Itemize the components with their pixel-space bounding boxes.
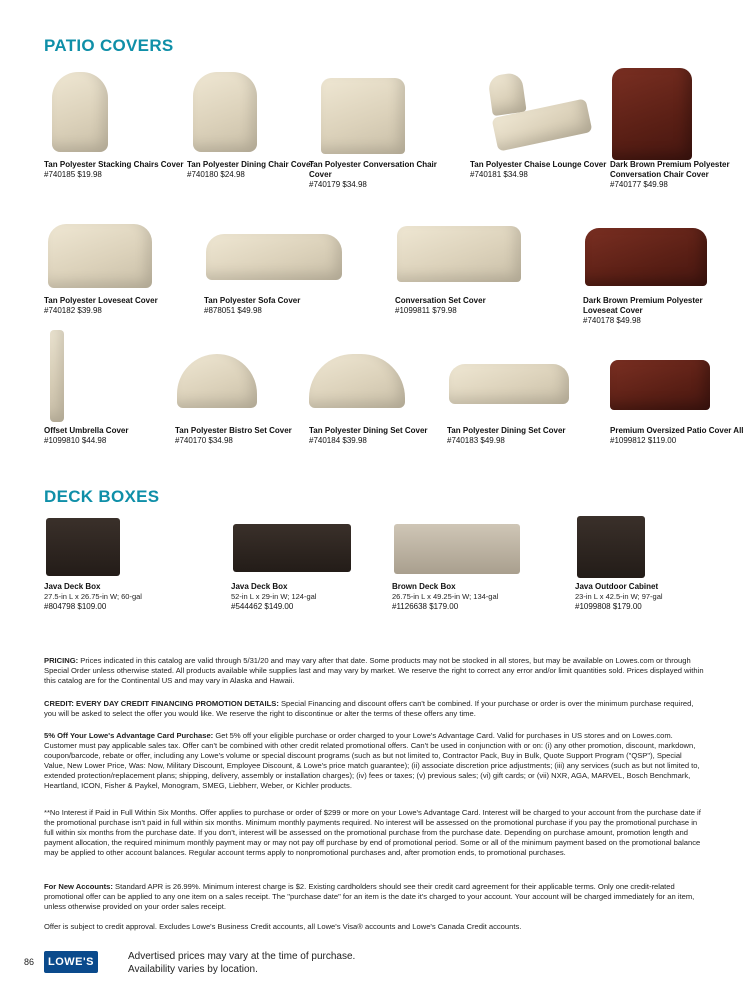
product-image [44,68,184,156]
product-image [204,216,344,292]
five-percent-text: Get 5% off your eligible purchase or order charged to your Lowe's Advantage Card. Valid for purchases in US stores and on Lowes.com. Customer must pay applicable sales tax. Offer can't be combined with other credit related promotional offers. Can't be used in conjunction with or on: (i) any other promotion, discount, markdown, coupon/barcode, rebate or offer, including any Lowe's volume or special discount programs (such as but not limited to, Contractor Pack, Buy in Bulk, Quote Support Program ("QSP"), Special Value, New Lower Price, Was: Now, Military Discount, Employee Discount, & Lowe's price match guarantee); (ii) associate discretion price adjustments; (iii) any services (such as but not limited to, extended protection/replacement plans; shipping, delivery, assembly or installation charges); (iv) fees or taxes; (v) previous sales; (vi) gift cards; or (vii) NXR, AGA, MARVEL, Bosch Benchmark, Heartland, ICON, Fisher & Paykel, Monogram, SMEG, Liebherr, Weber, or Kichler products. [44,731,700,790]
product-price: #878051 $49.98 [204,306,262,315]
product-image [395,216,535,292]
product-price: #544462 $149.00 [231,602,294,611]
page-number: 86 [24,957,35,967]
product-price: #804798 $109.00 [44,602,107,611]
product-card[interactable] [392,514,552,612]
product-card[interactable] [610,350,746,446]
product-image [470,68,610,156]
credit-paragraph [44,699,704,719]
pricing-paragraph [44,656,704,686]
product-image [231,514,391,578]
product-dimensions: 52-in L x 29-in W; 124-gal [231,592,317,601]
five-percent-paragraph [44,731,704,791]
product-price: #740183 $49.98 [447,436,505,445]
product-name: Tan Polyester Dining Set Cover [447,426,566,435]
new-accounts-paragraph [44,882,704,912]
product-price: #740181 $34.98 [470,170,528,179]
product-name: Premium Oversized Patio Cover All [610,426,744,435]
product-name: Java Deck Box [231,582,288,591]
product-name: Offset Umbrella Cover [44,426,129,435]
lowes-logo: LOWE'S [44,951,98,973]
product-name: Dark Brown Premium Polyester Conversation Chair Cover [610,160,730,179]
product-price: #740182 $39.98 [44,306,102,315]
product-price: #740185 $19.98 [44,170,102,179]
product-name: Tan Polyester Chaise Lounge Cover [470,160,607,169]
product-card[interactable] [583,216,723,326]
product-name: Tan Polyester Stacking Chairs Cover [44,160,184,169]
product-image [610,350,746,422]
product-price: #1099810 $44.98 [44,436,107,445]
pricing-label: PRICING: [44,656,79,665]
product-card[interactable] [470,68,610,180]
product-name: Java Deck Box [44,582,101,591]
product-card[interactable] [575,514,715,612]
product-image [175,350,315,422]
product-image [447,350,587,422]
product-price: #740170 $34.98 [175,436,233,445]
product-name: Tan Polyester Dining Chair Cover [187,160,314,169]
product-price: #1099811 $79.98 [395,306,457,315]
product-name: Tan Polyester Conversation Chair Cover [309,160,437,179]
product-image [583,216,723,292]
product-card[interactable] [395,216,535,316]
product-card[interactable] [231,514,391,612]
product-card[interactable] [44,330,184,446]
product-name: Java Outdoor Cabinet [575,582,659,591]
new-accounts-label: For New Accounts: [44,882,113,891]
footer-note [128,950,488,976]
footer-note-line: Advertised prices may vary at the time of purchase. [128,951,356,962]
product-price: #740177 $49.98 [610,180,668,189]
product-card[interactable] [44,514,204,612]
product-card[interactable] [610,68,746,190]
product-dimensions: 23-in L x 42.5-in W; 97-gal [575,592,663,601]
product-name: Dark Brown Premium Polyester Loveseat Cover [583,296,703,315]
product-dimensions: 27.5-in L x 26.75-in W; 60-gal [44,592,142,601]
product-price: #740180 $24.98 [187,170,245,179]
product-card[interactable] [175,350,315,446]
five-percent-label: 5% Off Your Lowe's Advantage Card Purchase: [44,731,214,740]
product-card[interactable] [309,350,449,446]
product-card[interactable] [447,350,587,446]
product-image [44,330,184,422]
product-image [392,514,552,578]
product-name: Tan Polyester Bistro Set Cover [175,426,292,435]
credit-approval-paragraph: Offer is subject to credit approval. Excludes Lowe's Business Credit accounts, all Lowe's Visa® accounts and Lowe's Canada Credit accounts. [44,922,522,931]
product-image [309,350,449,422]
product-card[interactable] [187,68,327,180]
product-card[interactable] [204,216,344,316]
product-name: Brown Deck Box [392,582,456,591]
product-price: #740178 $49.98 [583,316,641,325]
credit-label: CREDIT: EVERY DAY CREDIT FINANCING PROMOTION DETAILS: [44,699,279,708]
footer-note-line: Availability varies by location. [128,964,258,975]
product-price: #1099812 $119.00 [610,436,677,445]
product-card[interactable] [44,216,184,316]
patio-covers-title: PATIO COVERS [44,36,174,55]
product-image [610,68,746,156]
pricing-text: Prices indicated in this catalog are valid through 5/31/20 and may vary after that date. Some products may not be stocked in all stores, but may be available on Lowes.com or through Special Order unless otherwise stated. All products available while supplies last and may vary by market. We reserve the right to correct any error and/or limit quantities sold. Prices displayed within this catalog are for the Continental US and may vary in Alaska and Hawaii. [44,656,704,685]
deck-boxes-title: DECK BOXES [44,487,160,506]
product-name: Tan Polyester Sofa Cover [204,296,301,305]
product-image [44,216,184,292]
new-accounts-text: Standard APR is 26.99%. Minimum interest charge is $2. Existing cardholders should see their credit card agreement for their applicable terms. Only one credit-related promotional offer can be applied to any one item on a sales receipt. The "purchase date" for an item is the date it's charged to your account. Your account will be charged immediately for an item, unless otherwise provided on your order sales receipt. [44,882,695,911]
product-price: #1099808 $179.00 [575,602,642,611]
product-image [309,68,449,156]
product-image [575,514,715,578]
product-image [187,68,327,156]
product-name: Tan Polyester Loveseat Cover [44,296,158,305]
product-name: Conversation Set Cover [395,296,486,305]
product-name: Tan Polyester Dining Set Cover [309,426,428,435]
credit-text: Special Financing and discount offers can't be combined. If your purchase or order is over the minimum purchase required, you will be asked to select the offer you would like. We reserve the right to discontinue or alter the terms of these offers any time. [44,699,694,718]
no-interest-paragraph: **No Interest if Paid in Full Within Six Months. Offer applies to purchase or order of $299 or more on your Lowe's Advantage Card. Interest will be charged to your account from the purchase date if the promotional purchase isn't paid in full within six months. Minimum monthly payments required. No interest will be assessed on the promotional purchase if you pay the promotional purchase in full within six months from the purchase date. If you don't, interest will be assessed on the promotional purchase from the purchase date. Depending on purchase amount, promotion length and payment allocation, the required minimum monthly payment may or may not pay off purchase by end of promotional period. Some or all of the minimum payment based on the promotional balance may be applied to other account balances. Regular account terms apply to nonpromotional purchases and, after promotion ends, to promotional purchases. [44,808,701,857]
product-price: #1126638 $179.00 [392,602,459,611]
product-price: #740184 $39.98 [309,436,367,445]
product-card[interactable] [309,68,449,190]
product-price: #740179 $34.98 [309,180,367,189]
product-card[interactable] [44,68,184,180]
product-dimensions: 26.75-in L x 49.25-in W; 134-gal [392,592,499,601]
product-image [44,514,204,578]
